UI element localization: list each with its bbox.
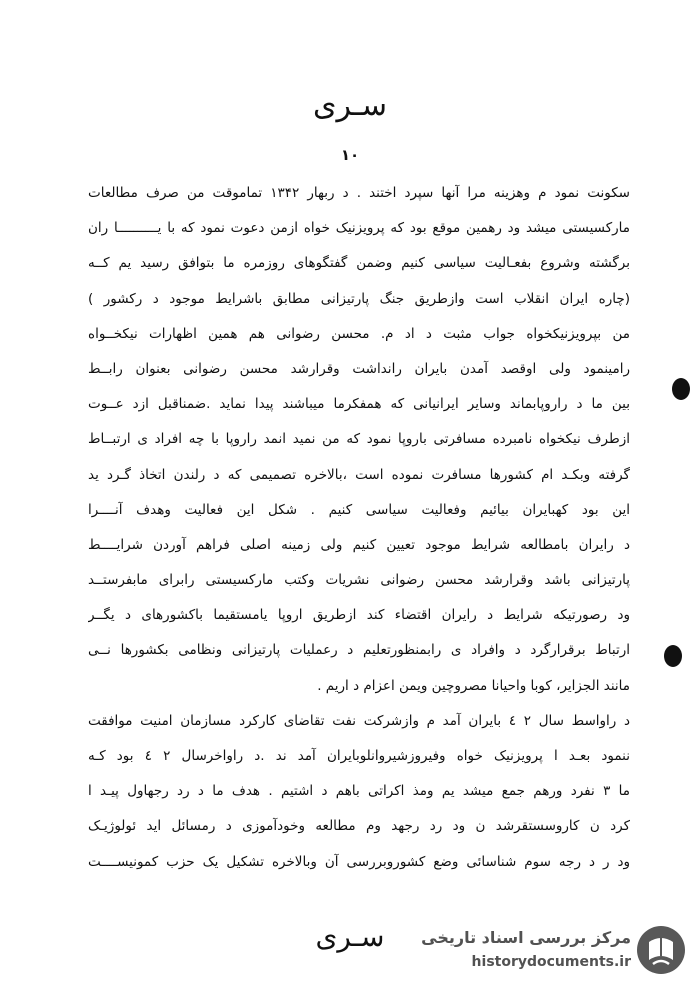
body-line: ود رصورتیکه شرایط د رایران اقتضاء کند ازطریق اروپا یامستقیما باکشورهای د یگــر bbox=[88, 607, 630, 624]
body-line: گرفته وبکـد ام کشورها مسافرت نموده است ،بالاخره تصمیمی که د رلندن اتخاذ گـرد ید bbox=[88, 466, 630, 483]
archive-logo-icon bbox=[635, 924, 687, 976]
punch-hole bbox=[664, 645, 682, 667]
body-line: من بپرویزنیکخواه جواب مثبت د اد م. محسن رضوانی هم همین اظهارات نیکخــواه bbox=[88, 325, 630, 342]
document-body bbox=[88, 176, 630, 880]
body-line: رامینمود ولی اوقصد آمدن بایران رانداشت وقرارشد محسن رضوانی بعنوان رابــط bbox=[88, 360, 630, 377]
archive-watermark bbox=[408, 922, 693, 980]
body-line: د راواسط سال ۲ ٤ بایران آمد م وازشرکت نفت تقاضای کارکرد مسازمان امنیت موافقت bbox=[88, 712, 630, 729]
body-line: (چاره ایران انقلاب است وازطریق جنگ پارتیزانی مطابق باشرایط موجود د رکشور ) bbox=[88, 290, 630, 307]
body-line: مارکسیستی میشد ود رهمین موقع بود که پرویزنیک خواه ازمن دعوت نمود که با یــــــــــا ران bbox=[88, 220, 630, 237]
body-line: پارتیزانی باشد وقرارشد محسن رضوانی نشریات وکتب مارکسیستی رابرای مابفرستــد bbox=[88, 572, 630, 589]
body-line: د رایران بامطالعه شرایط موجود تعیین کنیم ولی زمینه اصلی فراهم آوردن شرایــــط bbox=[88, 536, 630, 553]
body-line: سکونت نمود م وهزینه مرا آنها سپرد اختند . د ربهار ۱۳۴۲ تماموقت من صرف مطالعات bbox=[88, 185, 630, 201]
body-line: ننمود بعـد ا پرویزنیک خواه وفیروزشیروانلوبایران آمد ند .د راواخرسال ۲ ٤ بود کـه bbox=[88, 748, 630, 764]
body-line: کرد ن کاروسستقرشد ن ود رد رجهد وم مطالعه وخودآموزی د رمسائل اید ئولوژیـک bbox=[88, 818, 630, 835]
body-line: این بود کهبایران بیائیم وفعالیت سیاسی کنیم . شکل این فعالیت وهدف آنــــرا bbox=[88, 501, 630, 518]
body-line: مانند الجزایر، کوبا واحیانا مصروچین ویمن اعزام د اریم . bbox=[317, 677, 630, 694]
punch-hole bbox=[672, 378, 690, 400]
body-line: برگشته وشروع بفعـالیت سیاسی کنیم وضمن گفتگوهای روزمره ما بتوافق رسید یم کــه bbox=[88, 255, 630, 272]
watermark-url: historydocuments.ir bbox=[471, 954, 631, 970]
classification-footer: سـری bbox=[315, 920, 385, 953]
body-line: ازطرف نیکخواه نامبرده مسافرتی باروپا نمود که من نمید انمد راروپا با چه افراد ی ارتبــاط bbox=[88, 431, 630, 448]
body-line: بین ما د راروپابماند وسایر ایرانیانی که همفکرما میباشند پیدا نماید .ضمناقبل ازد عــوت bbox=[88, 396, 630, 413]
classification-header: سـری bbox=[313, 88, 387, 123]
body-line: ما ۳ نفرد ورهم جمع میشد یم ومذ اکراتی باهم د اشتیم . هدف ما د رد رجهاول پیـد ا bbox=[88, 783, 630, 800]
page-number: ۱۰ bbox=[340, 146, 360, 164]
body-line: ود ر د رجه سوم شناسائی وضع کشوروبررسی آن وبالاخره تشکیل یک حزب کمونیســــت bbox=[88, 853, 630, 870]
watermark-name: مرکز بررسی اسناد تاریخی bbox=[421, 928, 631, 947]
body-line: ارتباط برقرارگرد د وافراد ی رابمنظورتعلیم د رعملیات پارتیزانی ونظامی بکشورها نــی bbox=[88, 642, 630, 659]
